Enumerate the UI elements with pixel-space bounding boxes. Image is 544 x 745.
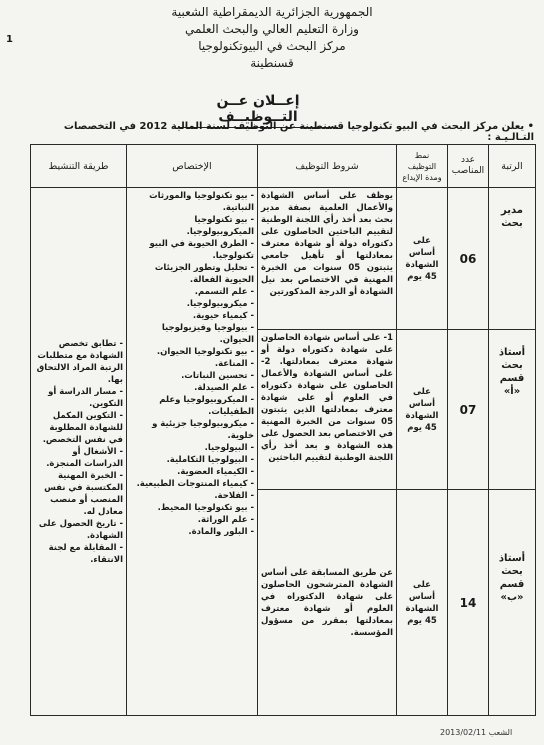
conditions-cell: 1- على أساس شهادة الحاصلون على شهادة دكتوراه دولة أو شهادة معترف بمعادلتها. 2- على أساس الشهادة والأعمال الحاصلون على شهادة دكتوراه في العلوم أو على شهادة معترف بمعادلتها الذين يثبتون 05 سنوات من الخبرة المهنية في الاختصاص بعد الحصول على هذه الشهادة و بعد أخذ رأي اللجنة الوطنية لتقييم الباحثين — [258, 330, 397, 490]
conditions-cell: يوظف على أساس الشهادة والأعمال العلمية بصفة مدير بحث بعد أخذ رأي اللجنة الوطنية لتقييم الباحثين الحاصلون على دكتوراه دولة أو شهادة معترف بمعادلتها أو تأهيل جامعي يثبتون 05 سنوات من الخبرة المهنية في الاختصاص بعد نيل الشهادة أو الدرجة المذكورتين — [258, 188, 397, 330]
method-cell — [31, 188, 127, 716]
specialty-item: - البيولوجيا التكاملية. — [166, 455, 254, 465]
header-line: مركز البحث في البيوتكنولوجيا — [198, 39, 346, 53]
specialty-item: - علم التسمم. — [194, 287, 254, 297]
header-specialty: الإختصاص — [127, 145, 258, 188]
method-item: - تطابق تخصص الشهادة مع متطلبات الرتبة المراد الالتحاق بها. — [36, 338, 123, 385]
conditions-cell: عن طريق المسابقة على أساس الشهادة المترشحون الحاصلون على شهادة الدكتوراه في العلوم أو شهادة معترف بمعادلتها بمقرر من مسؤول المؤسسة. — [258, 490, 397, 716]
header-line: وزارة التعليم العالي والبحث العلمي — [185, 22, 359, 36]
specialty-cell — [127, 188, 258, 716]
specialty-item: - البلور والمادة. — [188, 527, 254, 537]
rank-cell — [489, 490, 536, 716]
specialty-item: - بيو تكنولوجيا الحيوان. — [156, 347, 254, 357]
header-method: طريقة التنشيط — [31, 145, 127, 188]
specialty-item: - علم الصيدلة. — [194, 383, 254, 393]
specialty-item: - المناعة. — [214, 359, 254, 369]
mode-cell: على أساس الشهادة 45 يوم — [397, 330, 448, 490]
mode-cell: على أساس الشهادة 45 يوم — [397, 490, 448, 716]
specialty-item: - ميكروبيولوجيا. — [186, 299, 254, 309]
posts-cell: 06 — [448, 188, 489, 330]
recruitment-table — [30, 144, 536, 716]
specialty-item: - الميكروبيولوجيا وعلم الطفيليات. — [159, 395, 254, 417]
header-rank: الرتبة — [489, 145, 536, 188]
footer-source: الشعب 2013/02/11 — [440, 728, 513, 737]
header-conditions: شروط التوظيف — [258, 145, 397, 188]
specialty-item: - بيو تكنولوجيا المحيط. — [157, 503, 254, 513]
method-item: - التكوين المكمل للشهادة المطلوبة في نفس التخصص. — [42, 410, 123, 445]
specialty-item: - بيو تكنولوجيا والمورثات النباتية. — [149, 191, 254, 213]
document-header — [0, 4, 544, 72]
method-item: - مسار الدراسة أو التكوين. — [48, 386, 123, 409]
mode-cell: على أساس الشهادة 45 يوم — [397, 188, 448, 330]
specialty-item: - كيمياء حيوية. — [192, 311, 254, 321]
header-posts: عدد المناصب — [448, 145, 489, 188]
specialty-item: - بيولوجيا وفيزيولوجيا الحيوان. — [161, 323, 254, 345]
rank-text: أستاذ بحث قسم «أ» — [498, 347, 526, 397]
method-item: - الأشغال أو الدراسات المنجزة. — [46, 446, 123, 469]
posts-cell: 14 — [448, 490, 489, 716]
specialty-item: - بيو تكنولوجيا الميكروبيولوجيا. — [186, 215, 254, 237]
specialty-item: - ميكروبيولوجيا جزيئية و خلوية. — [152, 419, 254, 441]
specialty-item: - الفلاحة. — [214, 491, 254, 501]
specialty-item: - تحليل وتطور الجزيئات الحيوية الفعالة. — [154, 263, 254, 285]
intro-text: • يعلن مركز البحث في البيو تكنولوجيا قسنطينة عن التوظيف لسنة المالية 2012 في التخصصات التـالـيـة : — [63, 121, 534, 143]
method-item: - المقابلة مع لجنة الانتقاء. — [48, 542, 123, 565]
announcement-title: إعــلان عــن التــوظيــف — [178, 93, 338, 128]
specialty-item: - علم الوراثة. — [197, 515, 254, 525]
method-item: - تاريخ الحصول على الشهادة. — [38, 518, 123, 541]
rank-cell — [489, 188, 536, 330]
corner-mark: 1 — [6, 34, 13, 45]
header-line: قسنطينة — [250, 56, 294, 70]
header-line: الجمهورية الجزائرية الديمقراطية الشعبية — [171, 5, 373, 19]
posts-cell: 07 — [448, 330, 489, 490]
table-row — [31, 188, 536, 330]
method-item: - الخبرة المهنية المكتسبة في نفس المنصب أو منصب معادل له. — [44, 470, 123, 517]
table-header-row — [31, 145, 536, 188]
specialty-item: - الطرق الحيوية في البيو تكنولوجيا. — [149, 239, 254, 261]
rank-cell — [489, 330, 536, 490]
header-mode: نمط التوظيف ومدة الإيداع — [397, 145, 448, 188]
rank-text: أستاذ بحث قسم «ب» — [498, 553, 526, 603]
specialty-item: - البيولوجيا. — [204, 443, 254, 453]
specialty-item: - الكيمياء العضوية. — [177, 467, 254, 477]
rank-text: مدير بحث — [501, 205, 523, 229]
specialty-item: - كيمياء المنتوجات الطبيعية. — [136, 479, 254, 489]
specialty-item: - تحسين النباتات. — [181, 371, 254, 381]
